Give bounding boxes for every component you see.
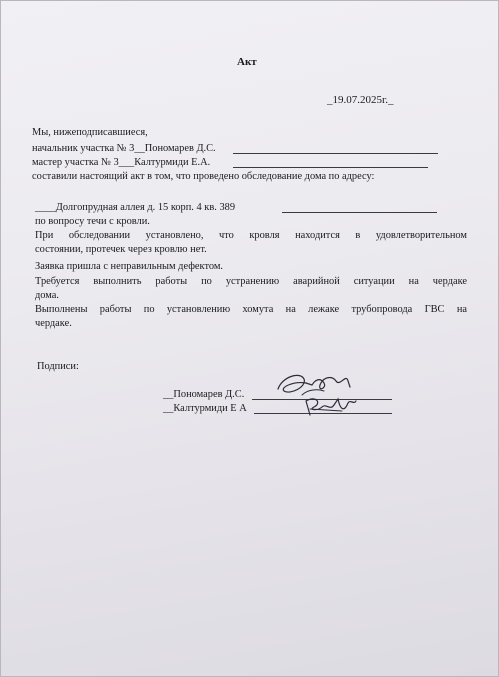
done-line-1: Выполнены работы по установлению хомута на лежаке трубопровода ГВС на <box>35 304 467 315</box>
document-title: Акт <box>237 56 257 68</box>
address-line: ____Долгопрудная аллея д. 15 корп. 4 кв. 389 <box>35 202 236 213</box>
inspection-line-1: При обследовании установлено, что кровля находится в удовлетворительном <box>35 230 467 241</box>
intro-line: Мы, нижеподписавшиеся, <box>32 127 148 138</box>
signature-line-2: __Калтурмиди Е А <box>163 403 247 414</box>
composed-line: составили настоящий акт в том, что проведено обследование дома по адресу: <box>32 171 375 182</box>
done-line-2: чердаке. <box>35 318 72 329</box>
regarding-line: по вопросу течи с кровли. <box>35 216 150 227</box>
inspection-line-2: состоянии, протечек через кровлю нет. <box>35 244 207 255</box>
request-line: Заявка пришла с неправильным дефектом. <box>35 261 224 272</box>
signature-kalturmidi <box>306 399 356 415</box>
master-underline <box>233 167 428 168</box>
handwritten-signatures <box>260 365 370 425</box>
signatures-label: Подписи: <box>37 361 79 372</box>
chief-underline <box>233 153 438 154</box>
address-underline <box>282 212 437 213</box>
required-line-1: Требуется выполнить работы по устранению аварийной ситуации на чердаке <box>35 276 467 287</box>
signature-line-1: __Пономарев Д.С. <box>163 389 245 400</box>
master-line: мастер участка № 3___Калтурмиди Е.А. <box>32 157 211 168</box>
chief-line: начальник участка № 3__Пономарев Д.С. <box>32 143 216 154</box>
required-line-2: дома. <box>35 290 59 301</box>
document-date: _19.07.2025г._ <box>327 94 394 106</box>
